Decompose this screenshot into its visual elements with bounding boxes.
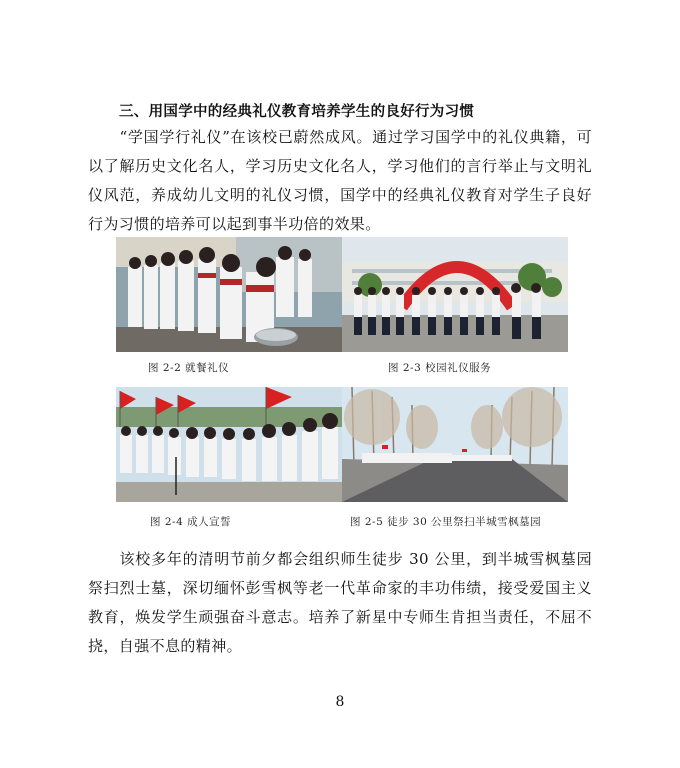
figure-2-4-caption: 图 2-4 成人宣誓 [150, 516, 232, 528]
page-number: 8 [335, 694, 345, 710]
section-heading: 三、用国学中的经典礼仪教育培养学生的良好行为习惯 [119, 104, 475, 120]
figure-2-2-caption: 图 2-2 就餐礼仪 [148, 362, 230, 374]
figure-2-3-caption: 图 2-3 校园礼仪服务 [388, 362, 492, 374]
figure-2-5-photo [342, 387, 568, 502]
intro-paragraph: “学国学行礼仪”在该校已蔚然成风。通过学习国学中的礼仪典籍，可以了解历史文化名人，学习历史文化名人，学习他们的言行举止与文明礼仪风范，养成幼儿文明的礼仪习惯，国学中的经典礼仪教育对学生子良好行为习惯的培养可以起到事半功倍的效果。 [88, 128, 592, 233]
figure-2-5-caption: 图 2-5 徒步 30 公里祭扫半城雪枫墓园 [350, 516, 542, 528]
figure-2-2-photo [116, 237, 342, 352]
closing-paragraph: 该校多年的清明节前夕都会组织师生徒步 30 公里，到半城雪枫墓园祭扫烈士墓，深切缅怀彭雪枫等老一代革命家的丰功伟绩，接受爱国主义教育，焕发学生顽强奋斗意志。培养了新星中专师生肯担当责任，不屈不挠，自强不息的精神。 [88, 550, 592, 655]
figure-2-4-photo [116, 387, 342, 502]
figure-2-3-photo [342, 237, 568, 352]
